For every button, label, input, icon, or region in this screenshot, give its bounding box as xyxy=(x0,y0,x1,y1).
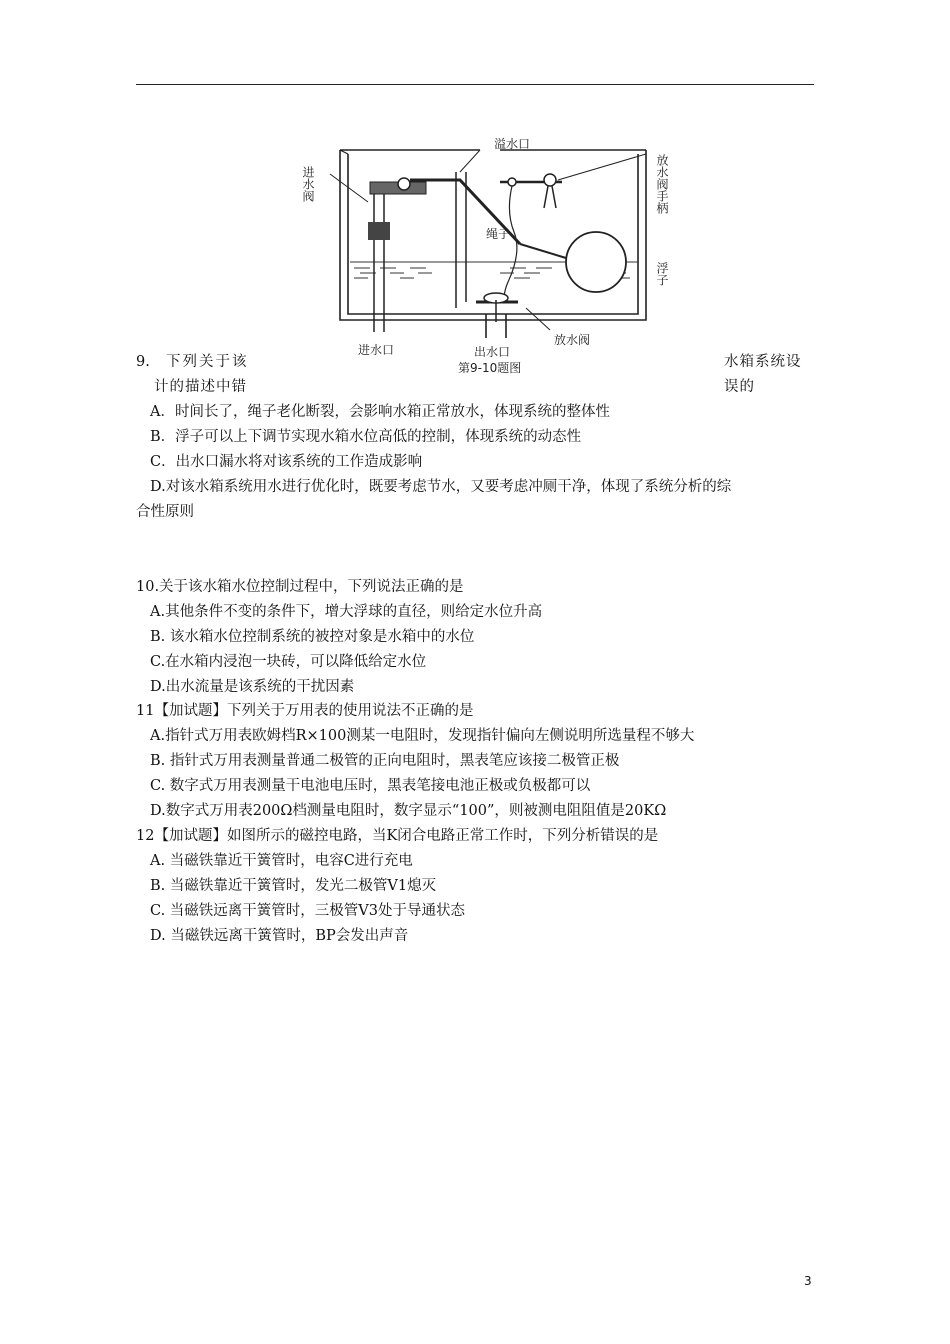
label-float: 浮子 xyxy=(655,262,669,286)
label-overflow: 溢水口 xyxy=(494,137,531,151)
q12-option-d: D. 当磁铁远离干簧管时，BP会发出声音 xyxy=(150,928,409,944)
q9-option-d: D.对该水箱系统用水进行优化时，既要考虑节水，又要考虑冲厕干净，体现了系统分析的综 xyxy=(150,479,732,495)
q9-stem-left: 下列关于该 xyxy=(166,354,249,370)
q11-option-b: B. 指针式万用表测量普通二极管的正向电阻时，黑表笔应该接二极管正极 xyxy=(150,753,620,769)
q10-option-b: B. 该水箱水位控制系统的被控对象是水箱中的水位 xyxy=(150,629,475,645)
q10-option-c: C.在水箱内浸泡一块砖，可以降低给定水位 xyxy=(150,654,427,670)
q12-option-a: A. 当磁铁靠近干簧管时，电容C进行充电 xyxy=(150,853,413,869)
q12-stem: 12【加试题】如图所示的磁控电路，当K闭合电路正常工作时，下列分析错误的是 xyxy=(136,828,659,844)
q12-option-b: B. 当磁铁靠近干簧管时，发光二极管V1熄灭 xyxy=(150,878,437,894)
q9-option-c: C．出水口漏水将对该系统的工作造成影响 xyxy=(150,454,423,470)
q9-stem-cont-left: 计的描述中错 xyxy=(154,379,247,395)
label-drain-valve: 放水阀 xyxy=(554,333,591,347)
q11-option-c: C. 数字式万用表测量干电池电压时，黑表笔接电池正极或负极都可以 xyxy=(150,778,591,794)
label-inlet-valve: 进水阀 xyxy=(301,166,315,202)
q10-stem: 10.关于该水箱水位控制过程中，下列说法正确的是 xyxy=(136,579,464,595)
q9-option-a: A．时间长了，绳子老化断裂，会影响水箱正常放水，体现系统的整体性 xyxy=(150,404,610,420)
q12-option-c: C. 当磁铁远离干簧管时，三极管V3处于导通状态 xyxy=(150,903,465,919)
label-rope: 绳子 xyxy=(486,227,511,241)
header-rule xyxy=(136,84,814,85)
q11-option-a: A.指针式万用表欧姆档R×100测某一电阻时，发现指针偏向左侧说明所选量程不够大 xyxy=(150,728,695,744)
q9-option-d-cont: 合性原则 xyxy=(136,504,194,520)
water-tank-figure xyxy=(300,132,680,382)
q9-stem-right: 水箱系统设 xyxy=(724,354,802,370)
q9-option-b: B．浮子可以上下调节实现水箱水位高低的控制，体现系统的动态性 xyxy=(150,429,582,445)
q9-stem-cont-right: 误的 xyxy=(724,379,755,395)
label-inlet: 进水口 xyxy=(358,343,395,357)
label-drain-handle: 放水阀手柄 xyxy=(655,154,669,214)
figure-caption: 第9-10题图 xyxy=(458,361,522,375)
label-outlet: 出水口 xyxy=(474,345,511,359)
q9-number: 9. xyxy=(136,354,150,370)
water-tank-diagram xyxy=(300,132,680,382)
q11-stem: 11【加试题】下列关于万用表的使用说法不正确的是 xyxy=(136,703,474,719)
q10-option-d: D.出水流量是该系统的干扰因素 xyxy=(150,679,355,695)
q11-option-d: D.数字式万用表200Ω档测量电阻时，数字显示“100”，则被测电阻阻值是20KΩ xyxy=(150,803,667,819)
page-number: 3 xyxy=(804,1274,812,1288)
q10-option-a: A.其他条件不变的条件下，增大浮球的直径，则给定水位升高 xyxy=(150,604,543,620)
